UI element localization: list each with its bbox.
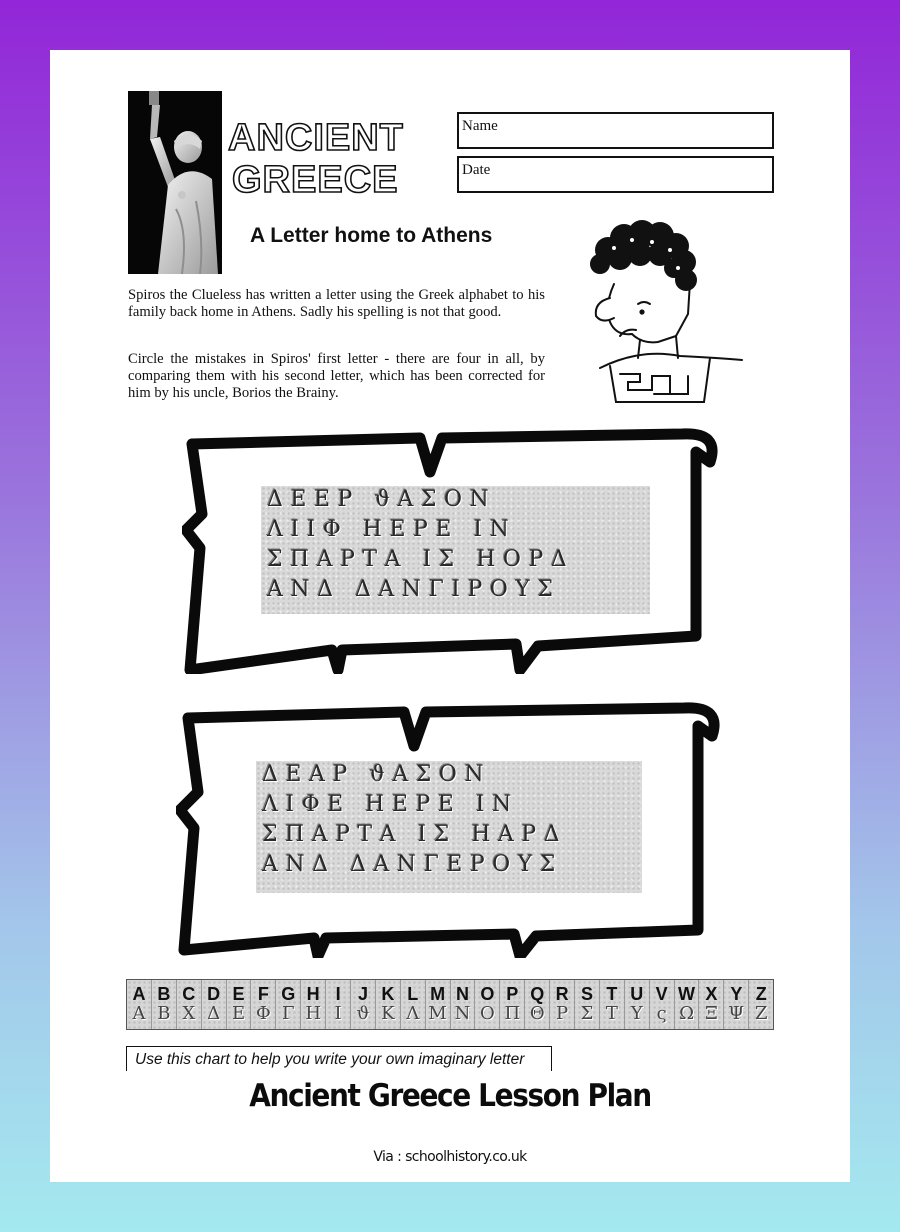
latin-letter: J xyxy=(357,983,368,1004)
greek-letter: Ω xyxy=(679,1002,694,1024)
title-art-line-ancient: ANCIENT xyxy=(228,117,404,159)
alphabet-cell xyxy=(401,980,426,1029)
first-letter-line: ΣΠΑΡΤΑ ΙΣ ΗΟΡΔ xyxy=(267,547,575,572)
alphabet-cell xyxy=(301,980,326,1029)
latin-letter: V xyxy=(655,983,668,1004)
greek-letter: Λ xyxy=(406,1002,420,1024)
greek-letter: Ζ xyxy=(754,1002,768,1024)
greek-letter: Μ xyxy=(428,1002,447,1024)
latin-letter: X xyxy=(705,983,718,1004)
latin-letter: H xyxy=(306,983,320,1004)
latin-letter: Z xyxy=(755,983,767,1004)
greek-letter: ς xyxy=(656,1002,667,1024)
greek-letter: Ο xyxy=(480,1002,495,1024)
latin-letter: E xyxy=(232,983,245,1004)
alphabet-cell xyxy=(177,980,202,1029)
source-credit: Via : schoolhistory.co.uk xyxy=(373,1149,527,1165)
alphabet-cell xyxy=(625,980,650,1029)
latin-letter: U xyxy=(630,983,644,1004)
latin-letter: K xyxy=(381,983,395,1004)
greek-letter: Ρ xyxy=(556,1002,569,1024)
latin-letter: L xyxy=(407,983,419,1004)
greek-letter: Τ xyxy=(605,1002,618,1024)
alphabet-chart xyxy=(126,979,774,1030)
second-letter-line: ΣΠΑΡΤΑ ΙΣ ΗΑΡΔ xyxy=(262,822,567,847)
ancient-greece-title-art xyxy=(226,110,444,198)
greek-letter: Π xyxy=(504,1002,521,1024)
alphabet-cell xyxy=(276,980,301,1029)
second-letter-panel xyxy=(256,761,642,893)
alphabet-cell xyxy=(426,980,451,1029)
greek-letter: Α xyxy=(132,1002,146,1024)
first-letter-line: ΛΙΙΦ ΗΕΡΕ ΙΝ xyxy=(267,517,517,542)
title-art-line-greece: GREECE xyxy=(232,159,399,198)
alphabet-cell xyxy=(500,980,525,1029)
greek-letter: Ε xyxy=(231,1002,246,1024)
greek-letter: Χ xyxy=(182,1002,196,1024)
latin-letter: G xyxy=(281,983,296,1004)
latin-letter: N xyxy=(456,983,470,1004)
first-letter-line: ΔΕΕΡ ϑΑΣΟΝ xyxy=(267,487,497,512)
second-letter-line: ΔΕΑΡ ϑΑΣΟΝ xyxy=(262,762,492,787)
latin-letter: D xyxy=(207,983,221,1004)
greek-letter: Σ xyxy=(580,1002,594,1024)
alphabet-cell xyxy=(127,980,152,1029)
alphabet-cell xyxy=(675,980,700,1029)
instructions-paragraph: Circle the mistakes in Spiros' first letter - there are four in all, by comparing them with his second letter, which has been corrected for him by his uncle, Borios the Brainy. xyxy=(128,351,545,401)
alphabet-cell xyxy=(575,980,600,1029)
latin-letter: P xyxy=(506,983,519,1004)
latin-letter: W xyxy=(678,983,696,1004)
latin-letter: C xyxy=(182,983,196,1004)
alphabet-cell xyxy=(699,980,724,1029)
greek-letter: Η xyxy=(305,1002,322,1024)
greek-letter: ϑ xyxy=(356,1002,370,1024)
greek-letter: Ι xyxy=(334,1002,342,1024)
name-label: Name xyxy=(462,118,498,134)
greek-letter: Γ xyxy=(282,1002,295,1024)
date-label: Date xyxy=(462,162,491,178)
alphabet-cell xyxy=(451,980,476,1029)
alphabet-cell xyxy=(475,980,500,1029)
greek-letter: Υ xyxy=(630,1002,643,1024)
statue-photo xyxy=(128,91,222,274)
greek-letter: Φ xyxy=(256,1002,271,1024)
latin-letter: S xyxy=(580,983,593,1004)
alphabet-cell xyxy=(351,980,376,1029)
spiros-cartoon xyxy=(580,218,750,408)
name-field[interactable] xyxy=(457,112,774,149)
greek-letter: Β xyxy=(157,1002,171,1024)
alphabet-cell xyxy=(152,980,177,1029)
latin-letter: T xyxy=(606,983,618,1004)
greek-letter: Κ xyxy=(381,1002,395,1024)
latin-letter: B xyxy=(157,983,171,1004)
greek-letter: Ν xyxy=(454,1002,471,1024)
alphabet-cell xyxy=(326,980,351,1029)
chart-hint-box: Use this chart to help you write your own imaginary letter xyxy=(126,1046,552,1074)
date-field[interactable] xyxy=(457,156,774,193)
latin-letter: M xyxy=(430,983,446,1004)
greek-letter: Δ xyxy=(207,1002,221,1024)
alphabet-cell xyxy=(724,980,749,1029)
alphabet-cell xyxy=(525,980,550,1029)
worksheet-heading: A Letter home to Athens xyxy=(250,224,493,247)
first-letter-panel xyxy=(261,486,650,614)
first-letter-line: ΑΝΔ ΔΑΝΓΙΡΟΥΣ xyxy=(267,577,561,602)
second-letter-line: ΑΝΔ ΔΑΝΓΕΡΟΥΣ xyxy=(262,852,563,877)
alphabet-cell xyxy=(749,980,773,1029)
second-letter-line: ΛΙΦΕ ΗΕΡΕ ΙΝ xyxy=(262,792,519,817)
alphabet-cell xyxy=(376,980,401,1029)
latin-letter: A xyxy=(132,983,146,1004)
latin-letter: F xyxy=(257,983,269,1004)
image-caption: Ancient Greece Lesson Plan xyxy=(249,1077,651,1114)
latin-letter: Q xyxy=(530,983,545,1004)
greek-letter: Ψ xyxy=(728,1002,745,1024)
alphabet-cell xyxy=(202,980,227,1029)
alphabet-cell xyxy=(600,980,625,1029)
latin-letter: O xyxy=(480,983,495,1004)
greek-letter: Ξ xyxy=(705,1002,718,1024)
alphabet-cell xyxy=(550,980,575,1029)
alphabet-cell xyxy=(227,980,252,1029)
alphabet-cell xyxy=(251,980,276,1029)
latin-letter: R xyxy=(555,983,569,1004)
latin-letter: Y xyxy=(730,983,743,1004)
latin-letter: I xyxy=(335,983,341,1004)
greek-letter: Θ xyxy=(529,1002,545,1024)
alphabet-cell xyxy=(650,980,675,1029)
intro-paragraph: Spiros the Clueless has written a letter using the Greek alphabet to his family back home in Athens. Sadly his spelling is not that good. xyxy=(128,287,545,320)
